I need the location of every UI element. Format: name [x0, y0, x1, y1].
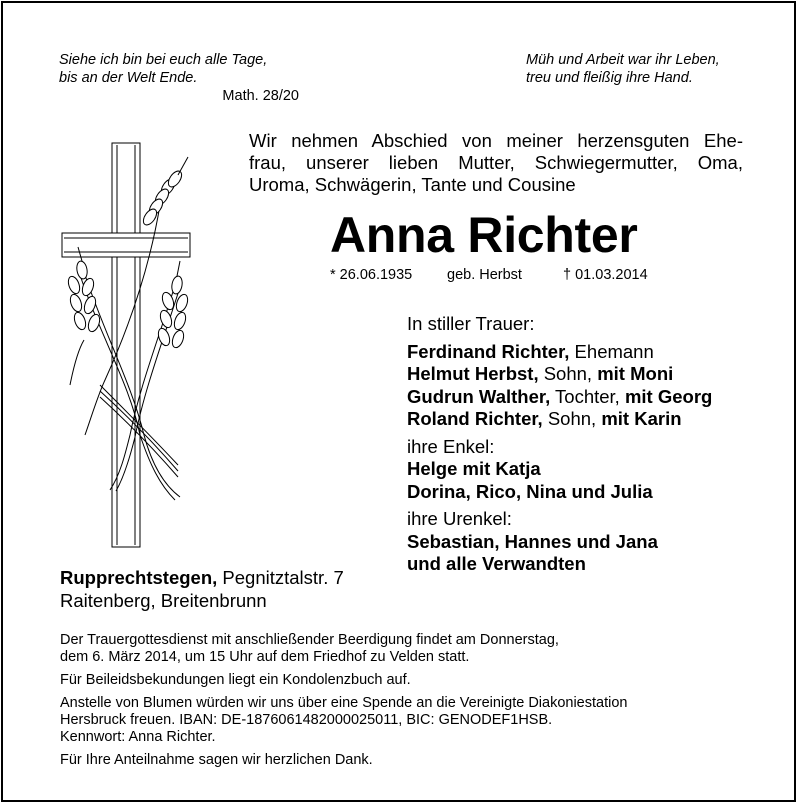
family-member-relation: Tochter,	[550, 385, 625, 407]
grandchildren-line: Helge mit Katja	[407, 458, 541, 479]
quote-left-source: Math. 28/20	[222, 88, 299, 104]
family-member-partner: mit Moni	[597, 363, 674, 384]
family-member-relation: Sohn,	[542, 408, 602, 429]
address-street: Pegnitztalstr. 7	[217, 567, 344, 588]
condolence-note: Für Beileidsbekundungen liegt ein Kondolenzbuch auf.	[60, 672, 411, 688]
family-member-partner: mit Georg	[624, 385, 713, 407]
family-member-name: Helmut Herbst,	[407, 363, 539, 384]
cross-with-wheat-illustration	[60, 135, 200, 555]
intro-paragraph	[249, 130, 743, 196]
address-place: Rupprechtstegen,	[60, 567, 218, 588]
death-date: † 01.03.2014	[563, 267, 648, 283]
great-grandchildren-line: Sebastian, Hannes und Jana	[407, 530, 658, 552]
deceased-name: Anna Richter	[330, 207, 638, 263]
intro-line-1: Wir nehmen Abschied von meiner herzensguten Ehe-	[249, 130, 743, 151]
family-member	[407, 341, 712, 364]
family-member-name: Gudrun Walther,	[407, 385, 551, 407]
grandchildren-line: Dorina, Rico, Nina und Julia	[407, 480, 653, 502]
donation-line-3: Kennwort: Anna Richter.	[60, 729, 216, 745]
quote-left-line-1: Siehe ich bin bei euch alle Tage,	[59, 52, 268, 68]
intro-line-3: Uroma, Schwägerin, Tante und Cousine	[249, 174, 576, 195]
quote-left-line-2: bis an der Welt Ende.	[59, 70, 198, 86]
donation-line-2: Hersbruck freuen. IBAN: DE-1876061482000025011, BIC: GENODEF1HSB.	[60, 712, 553, 728]
family-member-name: Roland Richter,	[407, 408, 543, 429]
family-member	[407, 363, 712, 386]
relatives-line: und alle Verwandten	[407, 553, 586, 574]
grandchildren-heading: ihre Enkel:	[407, 435, 495, 457]
family-member-partner: mit Karin	[601, 408, 682, 429]
birth-date: * 26.06.1935	[330, 267, 413, 283]
family-member-relation: Sohn,	[538, 363, 598, 384]
address-line-2: Raitenberg, Breitenbrunn	[60, 589, 267, 611]
quote-right-line-2: treu und fleißig ihre Hand.	[526, 70, 693, 86]
service-line-2: dem 6. März 2014, um 15 Uhr auf dem Friedhof zu Velden statt.	[60, 649, 470, 665]
family-member	[407, 408, 712, 431]
maiden-name: geb. Herbst	[447, 267, 522, 283]
intro-line-2: frau, unserer lieben Mutter, Schwiegermutter, Oma,	[249, 152, 743, 173]
address-line-1	[60, 567, 344, 590]
mourners-heading: In stiller Trauer:	[407, 313, 535, 334]
great-grandchildren-heading: ihre Urenkel:	[407, 508, 512, 529]
notes-block	[60, 632, 760, 769]
quote-left	[59, 51, 299, 105]
address-block	[60, 567, 344, 612]
quote-right	[526, 51, 746, 87]
mourners-block	[407, 313, 712, 576]
donation-line-1: Anstelle von Blumen würden wir uns über eine Spende an die Vereinigte Diakoniestation	[60, 695, 628, 711]
family-member-name: Ferdinand Richter,	[407, 340, 570, 362]
family-member	[407, 386, 712, 409]
thanks-note: Für Ihre Anteilnahme sagen wir herzlichen Dank.	[60, 752, 373, 768]
service-line-1: Der Trauergottesdienst mit anschließender Beerdigung findet am Donnerstag,	[60, 632, 559, 648]
quote-right-line-1: Müh und Arbeit war ihr Leben,	[526, 52, 720, 68]
family-member-relation: Ehemann	[569, 340, 654, 362]
